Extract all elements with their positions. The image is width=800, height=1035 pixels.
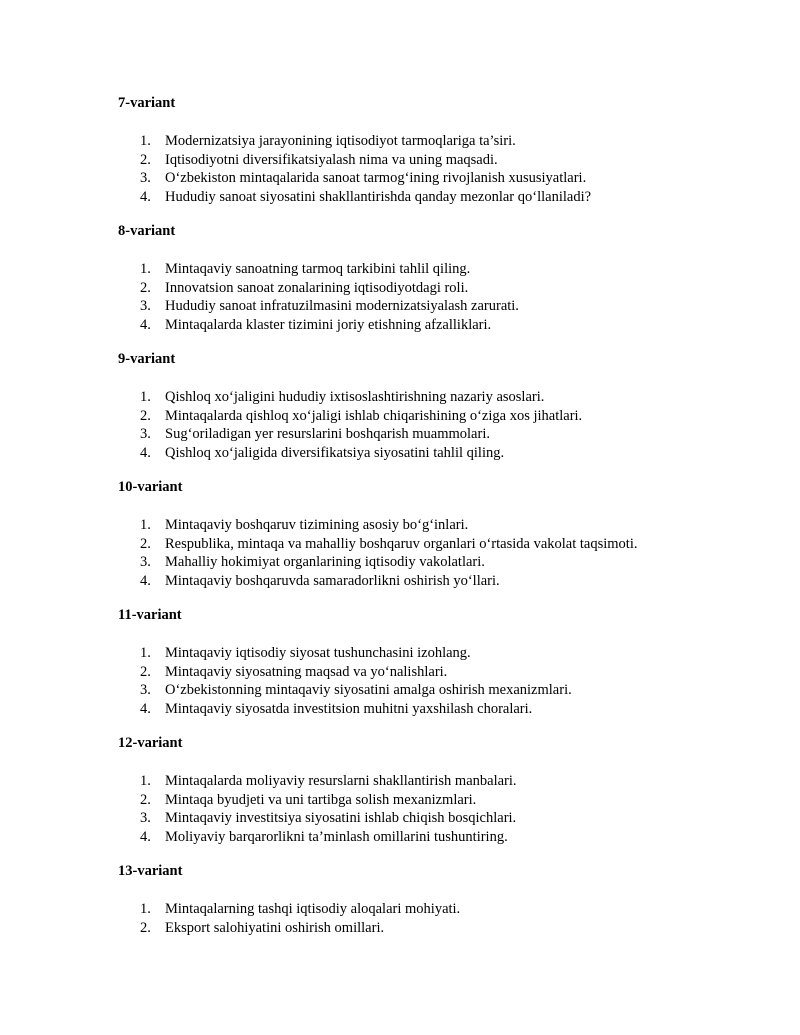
question-item [118,535,718,554]
question-list [118,516,718,590]
question-text: Mintaqaviy siyosatning maqsad va yo‘nalishlari. [165,663,448,680]
variant-section [118,862,718,937]
question-list [118,772,718,846]
question-text: Hududiy sanoat infratuzilmasini modernizatsiyalash zarurati. [165,298,519,314]
variant-title: 9-variant [118,351,176,367]
question-number: 3. [140,298,151,314]
question-item [118,900,718,919]
variant-section [118,734,718,846]
question-text: Mintaqaviy iqtisodiy siyosat tushunchasini izohlang. [165,645,471,661]
question-item [118,516,718,535]
question-item [118,553,718,572]
question-item [118,644,718,663]
question-text: Eksport salohiyatini oshirish omillari. [165,919,385,936]
question-item [118,407,718,426]
question-text: Mahalliy hokimiyat organlarining iqtisodiy vakolatlari. [165,554,485,570]
question-number: 2. [140,279,151,296]
question-number: 2. [140,151,151,168]
variant-title: 11-variant [118,607,182,623]
question-number: 1. [140,901,151,917]
question-text: Mintaqaviy boshqaruv tizimining asosiy bo‘g‘inlari. [165,517,469,533]
question-item [118,260,718,279]
question-number: 4. [140,828,151,845]
question-number: 2. [140,663,151,680]
question-number: 2. [140,407,151,424]
question-text: Respublika, mintaqa va mahalliy boshqaruv organlari o‘rtasida vakolat taqsimoti. [165,535,638,552]
question-number: 1. [140,389,151,405]
question-number: 3. [140,810,151,826]
question-text: Mintaqaviy sanoatning tarmoq tarkibini tahlil qiling. [165,261,471,277]
question-item [118,388,718,407]
question-number: 3. [140,426,151,442]
question-text: Iqtisodiyotni diversifikatsiyalash nima va uning maqsadi. [165,151,498,168]
variant-title: 10-variant [118,479,183,495]
question-number: 1. [140,645,151,661]
question-list [118,260,718,334]
question-text: Innovatsion sanoat zonalarining iqtisodiyotdagi roli. [165,279,469,296]
question-text: Moliyaviy barqarorlikni ta’minlash omillarini tushuntiring. [165,828,508,845]
question-number: 2. [140,919,151,936]
variant-section [118,94,718,206]
question-item [118,169,718,188]
variant-section [118,222,718,334]
question-text: Mintaqaviy boshqaruvda samaradorlikni oshirish yo‘llari. [165,572,500,589]
question-item [118,444,718,463]
question-list [118,900,718,937]
question-number: 4. [140,188,151,205]
question-item [118,425,718,444]
question-number: 1. [140,133,151,149]
question-item [118,828,718,847]
question-item [118,809,718,828]
question-number: 4. [140,700,151,717]
question-number: 4. [140,444,151,461]
question-number: 2. [140,791,151,808]
question-number: 2. [140,535,151,552]
question-item [118,151,718,170]
variant-section [118,350,718,462]
question-text: Mintaqalarda qishloq xo‘jaligi ishlab chiqarishining o‘ziga xos jihatlari. [165,407,583,424]
question-item [118,772,718,791]
variant-section [118,606,718,718]
question-item [118,919,718,938]
question-text: Mintaqaviy siyosatda investitsion muhitni yaxshilash choralari. [165,700,533,717]
question-text: Modernizatsiya jarayonining iqtisodiyot tarmoqlariga ta’siri. [165,133,516,149]
question-number: 4. [140,316,151,333]
question-number: 1. [140,773,151,789]
question-text: Mintaqalarda moliyaviy resurslarni shakllantirish manbalari. [165,773,517,789]
variant-title: 12-variant [118,735,183,751]
variant-section [118,478,718,590]
question-item [118,188,718,207]
question-item [118,132,718,151]
question-number: 3. [140,682,151,698]
question-text: Mintaqalarda klaster tizimini joriy etishning afzalliklari. [165,316,492,333]
question-text: O‘zbekistonning mintaqaviy siyosatini amalga oshirish mexanizmlari. [165,682,572,698]
question-text: Mintaqaviy investitsiya siyosatini ishlab chiqish bosqichlari. [165,810,517,826]
question-list [118,644,718,718]
variant-title: 7-variant [118,95,176,111]
question-item [118,663,718,682]
variant-title: 13-variant [118,863,183,879]
question-item [118,572,718,591]
question-number: 4. [140,572,151,589]
question-item [118,681,718,700]
question-text: Mintaqa byudjeti va uni tartibga solish mexanizmlari. [165,791,477,808]
question-text: Qishloq xo‘jaligini hududiy ixtisoslashtirishning nazariy asoslari. [165,389,545,405]
variant-title: 8-variant [118,223,176,239]
question-item [118,791,718,810]
question-text: Qishloq xo‘jaligida diversifikatsiya siyosatini tahlil qiling. [165,444,505,461]
question-number: 1. [140,517,151,533]
question-number: 3. [140,170,151,186]
question-text: Sug‘oriladigan yer resurslarini boshqarish muammolari. [165,426,490,442]
question-text: Mintaqalarning tashqi iqtisodiy aloqalari mohiyati. [165,901,461,917]
question-item [118,700,718,719]
question-number: 1. [140,261,151,277]
question-number: 3. [140,554,151,570]
question-text: Hududiy sanoat siyosatini shakllantirishda qanday mezonlar qo‘llaniladi? [165,188,592,205]
question-list [118,132,718,206]
question-item [118,279,718,298]
question-text: O‘zbekiston mintaqalarida sanoat tarmog‘ining rivojlanish xususiyatlari. [165,170,587,186]
document-page [118,94,718,953]
question-item [118,316,718,335]
question-list [118,388,718,462]
question-item [118,297,718,316]
